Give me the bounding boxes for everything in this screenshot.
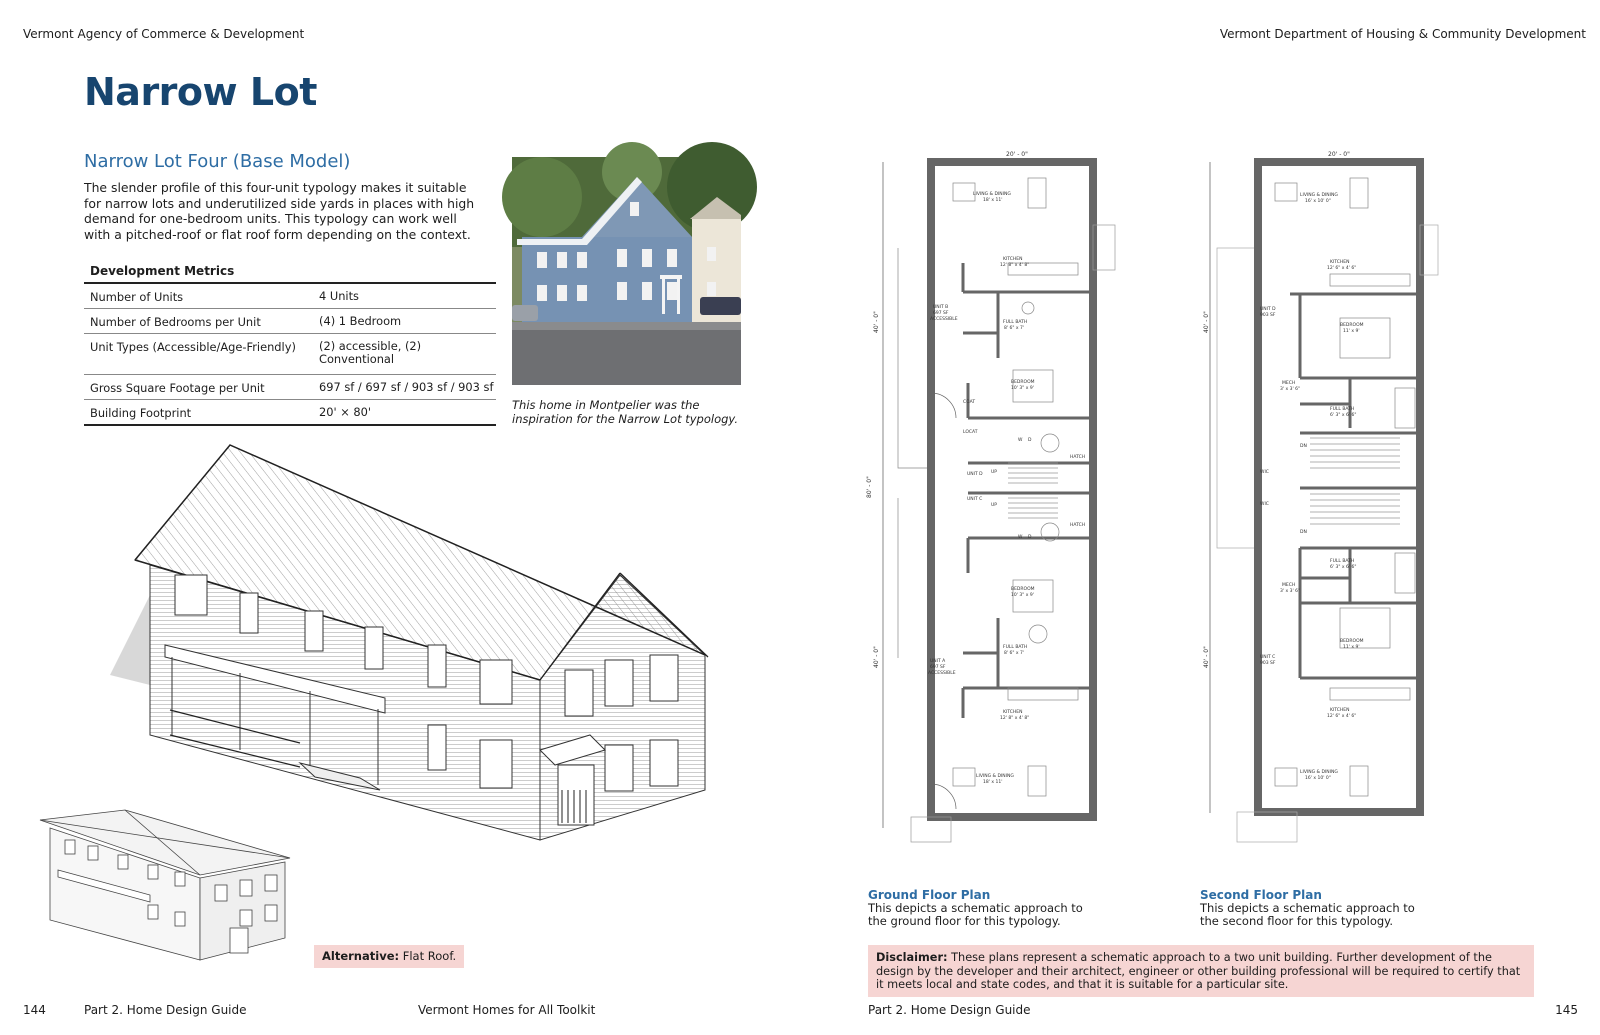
alternative-text: Flat Roof. xyxy=(399,949,457,963)
room-dimension: 12' 8" x 4' 8" xyxy=(1000,263,1030,268)
header-left: Vermont Agency of Commerce & Development xyxy=(23,27,305,41)
closet-label: WIC xyxy=(1260,470,1269,475)
metric-label: Gross Square Footage per Unit xyxy=(90,381,265,395)
footer-section-left: Part 2. Home Design Guide xyxy=(84,1003,247,1017)
header-right: Vermont Department of Housing & Community Development xyxy=(1219,27,1586,41)
ground-floor-plan-title: Ground Floor Plan xyxy=(868,888,991,902)
room-dimension: 6' 3" x 6' 6" xyxy=(1330,565,1357,570)
plan-dim-upper: 40' - 0" xyxy=(1203,311,1210,333)
closet-label: WIC xyxy=(1260,502,1269,507)
plan-dim-total: 80' - 0" xyxy=(866,476,873,498)
second-floor-plan xyxy=(1200,148,1455,864)
disclaimer-text: These plans represent a schematic approach to a two unit building. Further development of the design by the developer and their architect, engineer or other building professional will be required to certify that it meets local and state codes, and that it is suitable for a particular site. xyxy=(876,951,1521,991)
room-dimension: 12' 6" x 4' 6" xyxy=(1327,266,1357,271)
unit-accessible-label: ACCESSIBLE xyxy=(928,671,956,676)
stair-down-label: DN xyxy=(1300,444,1307,449)
room-label: FULL BATH xyxy=(1003,645,1028,650)
metric-label: Number of Units xyxy=(90,290,184,304)
room-label: MECH xyxy=(1282,381,1296,386)
room-dimension: 16' x 10' 0" xyxy=(1305,776,1331,781)
metric-label: Unit Types (Accessible/Age-Friendly) xyxy=(90,340,296,354)
room-dimension: 18' x 11' xyxy=(983,198,1003,203)
plan-dim-upper: 40' - 0" xyxy=(873,311,880,333)
metric-value: 697 sf / 697 sf / 903 sf / 903 sf xyxy=(319,380,494,394)
axonometric-pitched-roof-drawing xyxy=(110,445,735,845)
room-dimension: 3' x 3' 6" xyxy=(1280,387,1301,392)
room-label: BEDROOM xyxy=(1011,587,1035,592)
room-label: KITCHEN xyxy=(1003,257,1023,262)
footer-center-title: Vermont Homes for All Toolkit xyxy=(418,1003,596,1017)
room-label: FULL BATH xyxy=(1330,407,1355,412)
room-dimension: 10' 3" x 9' xyxy=(1011,386,1034,391)
room-label: BEDROOM xyxy=(1011,380,1035,385)
room-dimension: 11' x 9' xyxy=(1343,329,1360,334)
washer-label: W xyxy=(1018,535,1023,540)
closet-label: LOCAT xyxy=(963,430,978,435)
room-label: MECH xyxy=(1282,583,1296,588)
description-paragraph: The slender profile of this four-unit typology makes it suitable for narrow lots and underutilized side yards in places with high demand for one-bedroom units. This typology can work well with a pitched-roof or flat roof form depending on the context. xyxy=(84,180,475,242)
room-label: LIVING & DINING xyxy=(1300,770,1338,775)
metric-value: 20' × 80' xyxy=(319,405,372,419)
room-label: KITCHEN xyxy=(1330,260,1350,265)
metrics-row xyxy=(84,375,496,400)
metrics-heading: Development Metrics xyxy=(84,264,496,284)
axonometric-flat-roof-drawing xyxy=(40,810,300,970)
room-dimension: 11' x 9' xyxy=(1343,645,1360,650)
unit-label: UNIT C xyxy=(967,497,983,502)
metrics-row xyxy=(84,309,496,334)
second-floor-plan-desc: This depicts a schematic approach to the second floor for this typology. xyxy=(1200,901,1415,928)
alternative-label: Alternative: xyxy=(322,949,400,963)
photo-caption: This home in Montpelier was the inspiration for the Narrow Lot typology. xyxy=(512,398,738,426)
room-label: BEDROOM xyxy=(1340,323,1364,328)
unit-accessible-label: ACCESSIBLE xyxy=(930,317,958,322)
room-dimension: 12' 6" x 4' 6" xyxy=(1327,714,1357,719)
room-label: FULL BATH xyxy=(1330,559,1355,564)
metrics-row xyxy=(84,400,496,426)
development-metrics-table xyxy=(84,264,496,426)
stair-up-label: UP xyxy=(991,470,998,475)
dryer-label: D xyxy=(1028,438,1032,443)
room-dimension: 6' 3" x 6' 6" xyxy=(1330,413,1357,418)
room-dimension: 8' 6" x 7' xyxy=(1004,651,1025,656)
section-subtitle: Narrow Lot Four (Base Model) xyxy=(84,151,351,172)
room-dimension: 18' x 11' xyxy=(983,780,1003,785)
plan-dim-width: 20' - 0" xyxy=(1006,151,1028,158)
ground-floor-plan xyxy=(868,148,1123,864)
page-number-left: 144 xyxy=(23,1003,46,1017)
unit-area: 903 SF xyxy=(1260,661,1276,666)
room-dimension: 10' 3" x 9' xyxy=(1011,593,1034,598)
room-label: LIVING & DINING xyxy=(973,192,1011,197)
dryer-label: D xyxy=(1028,535,1032,540)
metric-value: (4) 1 Bedroom xyxy=(319,314,402,328)
room-label: KITCHEN xyxy=(1003,710,1023,715)
ground-floor-plan-desc: This depicts a schematic approach to the ground floor for this typology. xyxy=(868,901,1083,928)
unit-area: 697 SF xyxy=(930,665,946,670)
unit-label: UNIT D xyxy=(967,472,983,477)
plan-dim-lower: 40' - 0" xyxy=(873,646,880,668)
room-dimension: 3' x 3' 6" xyxy=(1280,589,1301,594)
unit-label: UNIT A xyxy=(930,659,946,664)
room-dimension: 8' 6" x 7' xyxy=(1004,326,1025,331)
stair-up-label: UP xyxy=(991,503,998,508)
disclaimer-label: Disclaimer: xyxy=(876,951,948,964)
page-title: Narrow Lot xyxy=(84,70,317,114)
stair-down-label: DN xyxy=(1300,530,1307,535)
room-label: FULL BATH xyxy=(1003,320,1028,325)
unit-label: UNIT D xyxy=(1260,307,1276,312)
metric-label: Number of Bedrooms per Unit xyxy=(90,315,261,329)
washer-label: W xyxy=(1018,438,1023,443)
room-label: LIVING & DINING xyxy=(1300,193,1338,198)
room-dimension: 12' 8" x 4' 8" xyxy=(1000,716,1030,721)
unit-area: 903 SF xyxy=(1260,313,1276,318)
second-floor-plan-title: Second Floor Plan xyxy=(1200,888,1322,902)
montpelier-house-photo xyxy=(512,157,741,385)
unit-area: 697 SF xyxy=(933,311,949,316)
page-number-right: 145 xyxy=(1555,1003,1578,1017)
footer-section-right: Part 2. Home Design Guide xyxy=(868,1003,1031,1017)
disclaimer-box xyxy=(868,945,1534,997)
closet-label: COAT xyxy=(963,400,976,405)
plan-dim-lower: 40' - 0" xyxy=(1203,646,1210,668)
room-label: BEDROOM xyxy=(1340,639,1364,644)
metric-value: (2) accessible, (2) Conventional xyxy=(319,339,422,366)
unit-label: UNIT B xyxy=(933,305,949,310)
metrics-row xyxy=(84,334,496,375)
room-label: KITCHEN xyxy=(1330,708,1350,713)
alternative-flat-roof-label xyxy=(314,945,464,968)
plan-dim-width: 20' - 0" xyxy=(1328,151,1350,158)
hatch-label: HATCH xyxy=(1070,523,1086,528)
metric-value: 4 Units xyxy=(319,289,359,303)
hatch-label: HATCH xyxy=(1070,455,1086,460)
metrics-row xyxy=(84,284,496,309)
unit-label: UNIT C xyxy=(1260,655,1276,660)
room-label: LIVING & DINING xyxy=(976,774,1014,779)
room-dimension: 16' x 10' 0" xyxy=(1305,199,1331,204)
metric-label: Building Footprint xyxy=(90,406,192,420)
